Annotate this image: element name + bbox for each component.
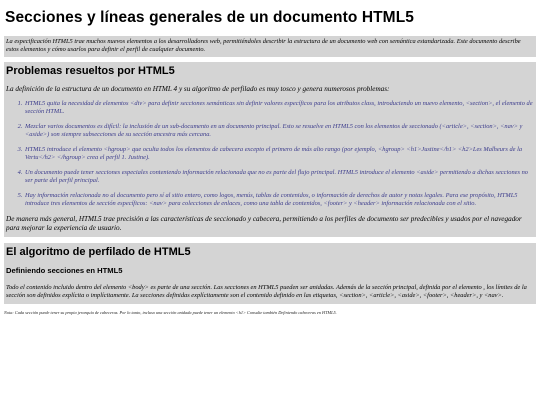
subsection-heading: Definiendo secciones en HTML5 [6,265,123,275]
section-problems-lead: La definición de la estructura de un documento en HTML 4 y su algoritmo de perfilado es muy tosco y genera numerosos problemas: [6,84,390,93]
list-item: 2. Mezclar varios documentos es difícil: la inclusión de un sub-documento en un documento principal. Esto se resuelve en HTML5 con los elementos de seccionado (<article>, <section>, <nav> y <aside>) son siempre subsecciones de su sección ancestra más cercana. [24,123,534,139]
list-item: 3. HTML5 introduce el elemento <hgroup> que oculta todos los elementos de cabecera excepto el primero de más alto rango (por ejemplo, <hgroup> <h1>Justine</h1> <h2>Les Malheurs de la Vertu</h2> </hgroup> crea el perfil 1. Justine). [24,146,534,162]
section-algorithm-heading: El algoritmo de perfilado de HTML5 [6,245,191,258]
list-item: 5. Hay información relacionada no al documento pero sí al sitio entero, como logos, menús, tablas de contenidos, o información de derechos de autor y notas legales. Para ese propósito, HTML5 introduce tres elementos de sección específicos: <nav> para colecciones de enlaces, como una tabla de contenidos, <footer> y <header> información relacionada con el sitio. [24,192,534,208]
section-problems-heading: Problemas resueltos por HTML5 [6,64,175,77]
section-algorithm [4,243,536,304]
list-item: 1. HTML5 quita la necesidad de elementos <div> para definir secciones semánticas sin definir valores específicos para los atributos class, introduciendo un nuevo elemento, <section>, el elemento de sección HTML. [24,100,534,116]
intro-paragraph: La especificación HTML5 trae muchos nuevos elementos a los desarrolladores web, permitiéndoles describir la estructura de un documento web con semántica estandarizada. Este documento describe estos elementos y cómo usarlos para definir el perfil de cualquier documento. [4,36,536,57]
section-problems-closing: De manera más general, HTML5 trae precisión a las características de seccionado y cabecera, permitiendo a los perfiles de documento ser predecibles y usados por el navegador para mejorar la experiencia de usuario. [6,214,522,232]
section-problems [4,62,536,237]
list-item: 4. Un documento puede tener secciones especiales conteniendo información relacionada que no es parte del flujo principal. HTML5 introduce el elemento <aside> permitiendo a dichas secciones no ser parte del perfil principal. [24,169,534,185]
footnote: Nota: Cada sección puede tener su propia jerarquía de cabeceras. Por lo tanto, incluso una sección anidada puede tener un elemento <h1> Consulte también Definiendo cabeceras en HTML5. [4,309,337,315]
problems-list [6,100,534,208]
subsection-body: Todo el contenido incluido dentro del elemento <body> es parte de una sección. Las secciones en HTML5 pueden ser anidadas. Además de la sección principal, definida por el elemento , los límites de la sección son definidos explícita o implícitamente. La secciones definidas explícitamente son el contenido definido en las etiquetas, <section>, <article>, <aside>, <footer>, <header>, y <nav>. [6,283,527,300]
page-title: Secciones y líneas generales de un documento HTML5 [5,9,414,26]
